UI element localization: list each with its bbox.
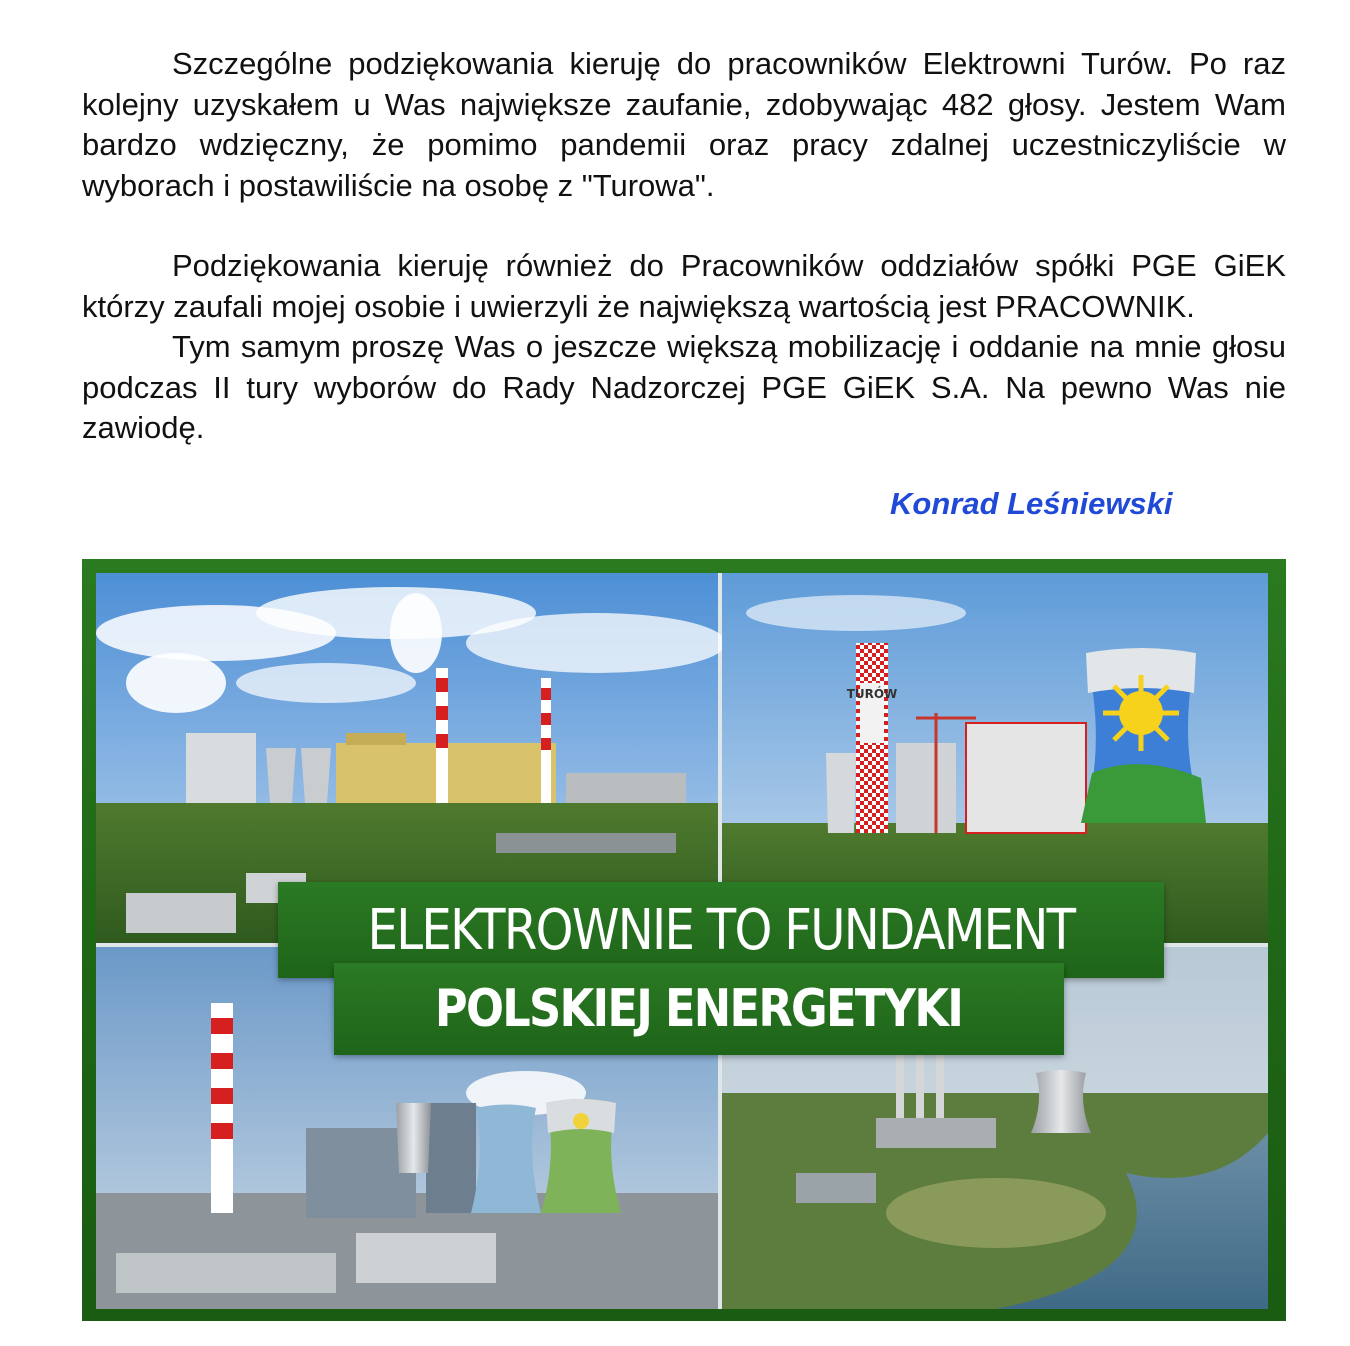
headline-line1: ELEKTROWNIE TO FUNDAMENT	[367, 897, 1075, 963]
paragraph-turow-thanks: Szczególne podziękowania kieruję do pracowników Elektrowni Turów. Po raz kolejny uzyskałem u Was największe zaufanie, zdobywając 482 głosy. Jestem Wam bardzo wdzięczny, że pomimo pandemii oraz pracy zdalnej uczestniczyliście w wyborach i postawiliście na osobę z "Turowa".	[82, 46, 1286, 203]
headline-line2-box	[334, 963, 1064, 1055]
headline-line2: POLSKIEJ ENERGETYKI	[435, 979, 963, 1039]
paragraph-pge-thanks: Podziękowania kieruję również do Pracowników oddziałów spółki PGE GiEK którzy zaufali mojej osobie i uwierzyli że największą wartością jest PRACOWNIK.	[82, 248, 1286, 324]
power-plants-banner	[82, 559, 1286, 1321]
paragraph-mobilization: Tym samym proszę Was o jeszcze większą mobilizację i oddanie na mnie głosu podczas II tury wyborów do Rady Nadzorczej PGE GiEK S.A. Na pewno Was nie zawiodę.	[82, 329, 1286, 445]
chimney-lettering: TURÓW	[846, 687, 898, 701]
paragraph-gap	[82, 206, 1286, 246]
letter-body	[82, 44, 1286, 449]
banner-collage	[96, 573, 1268, 1309]
signature: Konrad Leśniewski	[890, 486, 1173, 521]
